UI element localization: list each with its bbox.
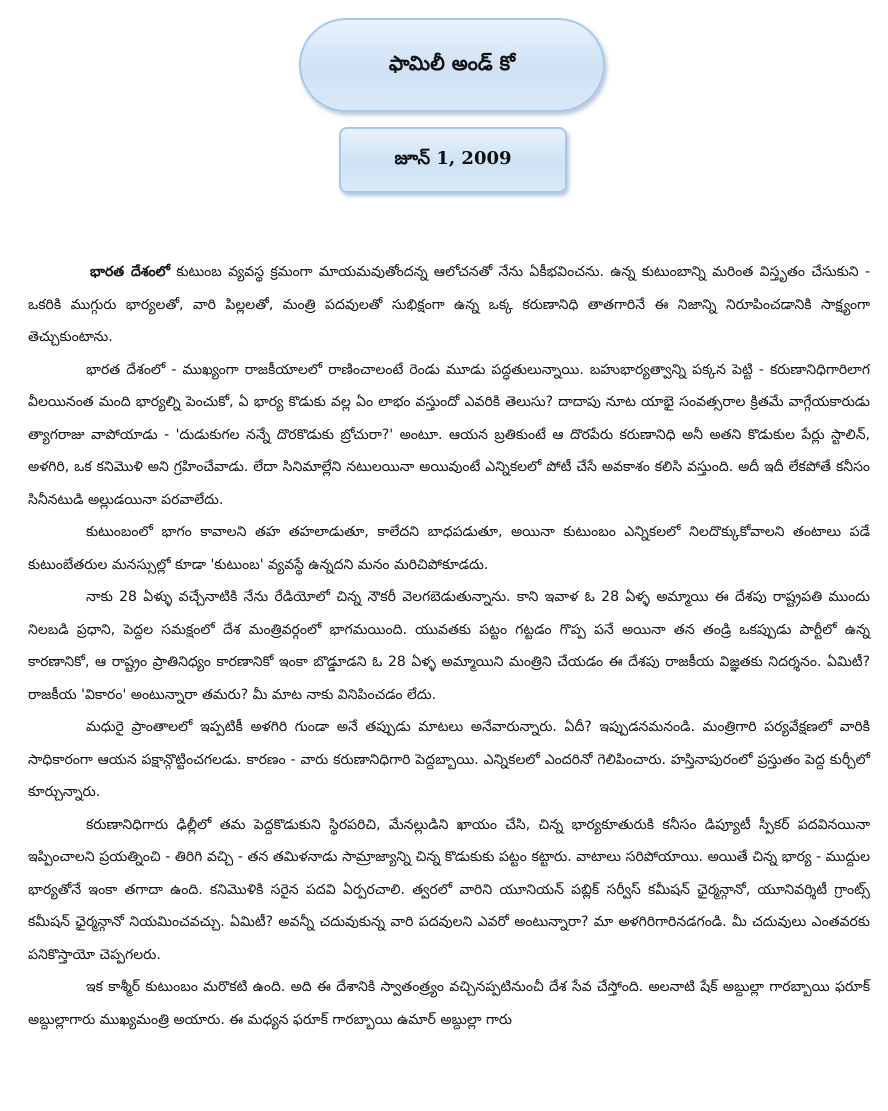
paragraph-2: భారత దేశంలో - ముఖ్యంగా రాజకీయాలలో రాణించాలంటే రెండు మూడు పద్ధతులున్నాయి. బహుభార్యత్వాన్ని పక్కన పెట్టి - కరుణానిధిగారిలాగ వీలయినంత మంది భార్యల్ని పెంచుకో, ఏ భార్య కొడుకు వల్ల ఏం లాభం వస్తుందో ఎవరికి తెలుసు? దాదాపు నూట యాభై సంవత్సరాల క్రితమే వాగ్గేయకారుడు త్యాగరాజు వాపోయాడు - 'దుడుకుగల నన్నే దొరకొడుకు బ్రోచురా?' అంటూ. ఆయన బ్రతికుంటే ఆ దొరపేరు కరుణానిధి అనీ అతని కొడుకుల పేర్లు స్టాలిన్, అళగిరి, ఒక కనిమొళి అని గ్రహించేవాడు. లేదా సినిమాల్లేని నటులయినా అయివుంటే ఎన్నికలలో పోటీ చేసే అవకాశం కలిసి వస్తుంది. అదీ ఇదీ లేకపోతే కనీసం సినీనటుడి అల్లుడయినా పరవాలేదు.: [28, 361, 870, 508]
paragraph-1-text: కుటుంబ వ్యవస్థ క్రమంగా మాయమవుతోందన్న ఆలోచనతో నేను ఏకీభవించను. ఉన్న కుటుంబాన్ని మరింత విస్తృతం చేసుకుని - ఒకరికి ముగ్గురు భార్యలతో, వారి పిల్లలతో, మంత్రి పదవులతో సుభిక్షంగా ఉన్న ఒక్క కరుణానిధి తాతగారినే ఈ నిజాన్ని నిరూపించడానికి సాక్ష్యంగా తెచ్చుకుంటాను.: [28, 264, 870, 345]
date-banner: [339, 127, 567, 193]
publication-date: జూన్ 1, 2009: [394, 147, 512, 169]
paragraph-7: ఇక కాశ్మీర్ కుటుంబం మరొకటి ఉంది. అది ఈ దేశానికి స్వాతంత్ర్యం వచ్చినప్పటినుంచీ దేశ సేవ చేస్తోంది. అలనాటి షేక్ అబ్దుల్లా గారబ్బాయి ఫరూక్ అబ్దుల్లాగారు ముఖ్యమంత్రి అయారు. ఈ మధ్యన ఫరూక్ గారబ్బాయి ఉమార్ అబ్దుల్లా గారు: [28, 979, 870, 1028]
paragraph-4: నాకు 28 ఏళ్ళు వచ్చేనాటికి నేను రేడియోలో చిన్న నౌకరీ వెలగబెడుతున్నాను. కాని ఇవాళ ఓ 28 ఏళ్ళ అమ్మాయి ఈ దేశపు రాష్ట్రపతి ముందు నిలబడి ప్రధాని, పెద్దల సమక్షంలో దేశ మంత్రివర్గంలో భాగమయింది. యువతకు పట్టం గట్టడం గొప్ప పనే అయినా తన తండ్రి ఒకప్పుడు పార్టీలో ఉన్న కారణానికో, ఆ రాష్ట్రం ప్రాతినిధ్యం కారణానికో ఇంకా బొడ్డూడని ఓ 28 ఏళ్ళ అమ్మాయిని మంత్రిని చేయడం ఈ దేశపు రాజకీయ విజ్ఞతకు నిదర్శనం. ఏమిటీ? రాజకీయ 'వికారం' అంటున్నారా తమరు? మీ మాట నాకు వినిపించడం లేదు.: [28, 589, 870, 703]
paragraph-3: కుటుంబంలో భాగం కావాలని తహ తహలాడుతూ, కాలేదని బాధపడుతూ, అయినా కుటుంబం ఎన్నికలలో నిలదొక్కుకోవాలని తంటాలు పడే కుటుంబేతరుల మనస్సుల్లో కూడా 'కుటుంబ' వ్యవస్థే ఉన్నదని మనం మరిచిపోకూడదు.: [28, 524, 870, 573]
paragraph-1: [28, 256, 870, 354]
page-title: ఫామిలీ అండ్ కో: [388, 50, 516, 75]
lead-phrase: భారత దేశంలో: [90, 264, 171, 280]
paragraph-6: కరుణానిధిగారు ఢిల్లీలో తమ పెద్దకొడుకుని స్థిరపరిచి, మేనల్లుడిని ఖాయం చేసి, చిన్న భార్యకూతురుకి కనీసం డిప్యూటీ స్పీకర్ పదవినయినా ఇప్పించాలని ప్రయత్నించి - తిరిగి వచ్చి - తన తమిళనాడు సామ్రాజ్యాన్ని చిన్న కొడుకుకు పట్టం కట్టారు. వాటాలు సరిపోయాయి. అయితే చిన్న భార్య - ముద్దుల భార్యతోనే ఇంకా తగాదా ఉంది. కనిమొళికి సరైన పదవి ఏర్పరచాలి. త్వరలో వారిని యూనియన్ పబ్లిక్ సర్వీస్ కమీషన్ ఛైర్మన్గానో, యూనివర్శిటీ గ్రాంట్స్ కమీషన్ ఛైర్మన్గానో నియమించవచ్చు. ఏమిటీ? అవన్నీ చదువుకున్న వారి పదవులని ఎవరో అంటున్నారా? మా అళగిరిగారినడగండి. మీ చదువులు ఎంతవరకు పనికొస్తాయో చెప్పగలరు.: [28, 816, 870, 963]
article-body: [28, 256, 870, 1036]
title-banner: [299, 18, 605, 112]
paragraph-5: మధురై ప్రాంతాలలో ఇప్పటికీ అళగిరి గుండా అనే తప్పుడు మాటలు అనేవారున్నారు. ఏదీ? ఇప్పుడనమనండి. మంత్రిగారి పర్యవేక్షణలో వారికి సాధికారంగా ఆయన పక్షాన్గొట్టించగలడు. కారణం - వారు కరుణానిధిగారి పెద్దబ్బాయి. ఎన్నికలలో ఎందరినో గెలిపించారు. హస్తినాపురంలో ప్రస్తుతం పెద్ద కుర్చీలో కూర్చున్నారు.: [28, 719, 870, 800]
